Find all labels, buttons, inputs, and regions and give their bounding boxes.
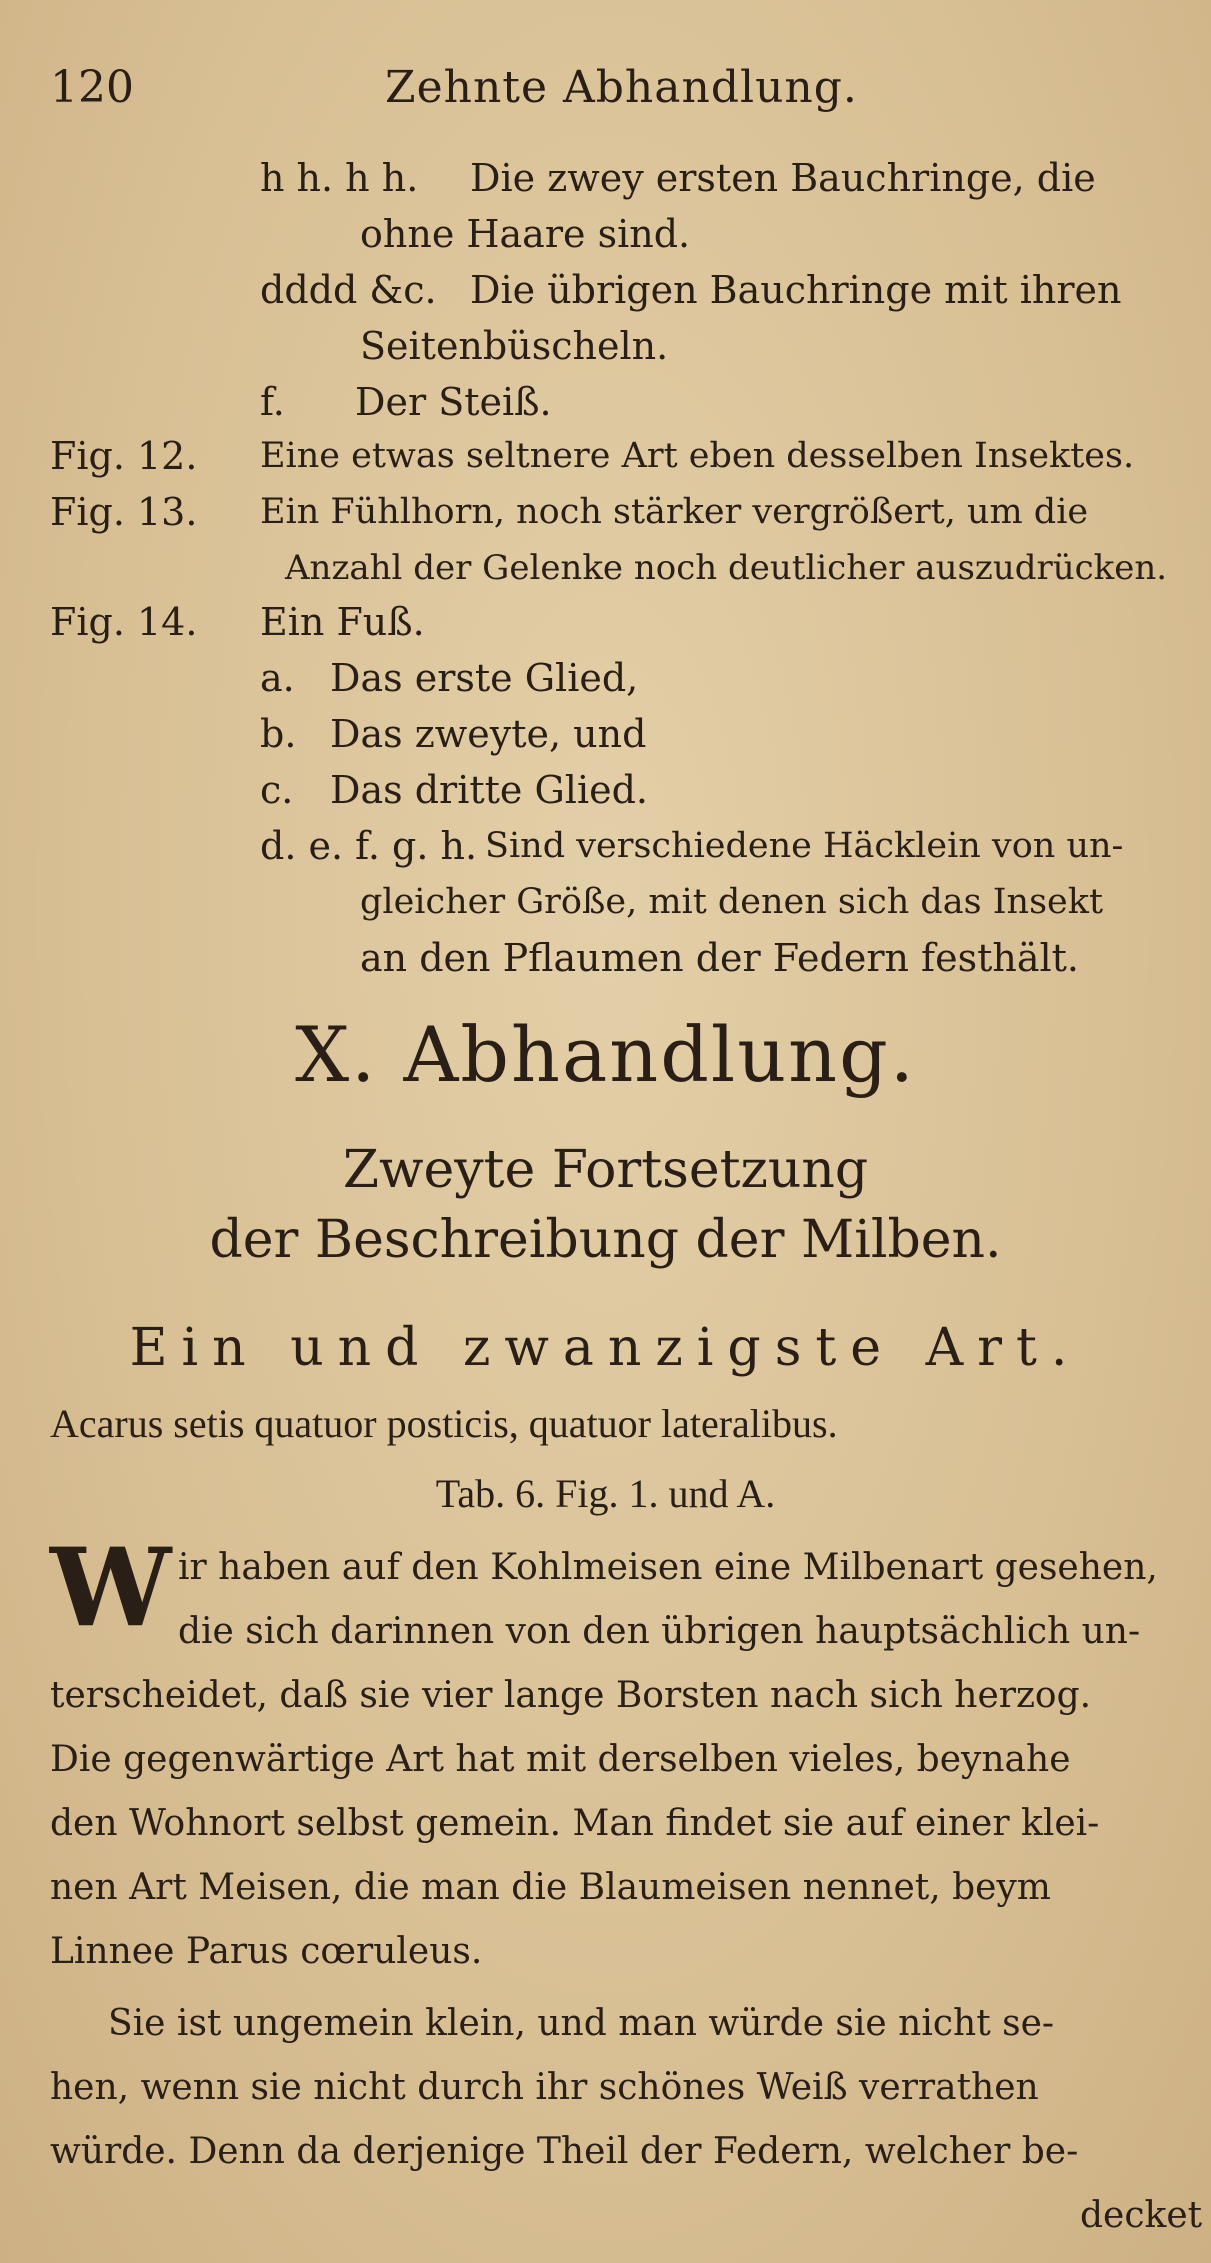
legend-text: Die zwey ersten Bauchringe, die xyxy=(470,156,1096,200)
running-title: Zehnte Abhandlung. xyxy=(385,62,858,113)
legend-text: Ein Fühlhorn, noch stärker vergrößert, um die xyxy=(260,492,1089,532)
text-line: den Wohnort selbst gemein. Man findet sie auf einer klei- xyxy=(50,1803,1100,1844)
species-title: Ein und zwanzigste Art. xyxy=(129,1318,1082,1378)
legend-text: Eine etwas seltnere Art eben desselben Insektes. xyxy=(260,436,1135,476)
legend-text: Sind verschiedene Häcklein von un- xyxy=(485,826,1124,866)
chapter-subheading: Zweyte Fortsetzung xyxy=(342,1140,869,1200)
text-line: Linnee Parus cœruleus. xyxy=(50,1931,483,1972)
drop-cap: W xyxy=(50,1525,172,1651)
legend-label: b. xyxy=(260,712,297,756)
text-line: würde. Denn da derjenige Theil der Federn, welcher be- xyxy=(50,2131,1079,2172)
chapter-heading: X. Abhandlung. xyxy=(295,1010,916,1099)
text-line: terscheidet, daß sie vier lange Borsten nach sich herzog. xyxy=(50,1675,1092,1716)
legend-label: f. xyxy=(260,380,285,424)
legend-label: a. xyxy=(260,656,295,700)
legend-text: Das dritte Glied. xyxy=(330,768,649,812)
page-number: 120 xyxy=(50,62,134,113)
legend-text: Das zweyte, und xyxy=(330,712,647,756)
plate-reference: Tab. 6. Fig. 1. und A. xyxy=(435,1471,776,1516)
text-line: ir haben auf den Kohlmeisen eine Milbenart gesehen, xyxy=(178,1547,1158,1588)
legend-text: ohne Haare sind. xyxy=(360,212,691,256)
latin-name: Acarus setis quatuor posticis, quatuor lateralibus. xyxy=(50,1401,838,1446)
legend-text: Der Steiß. xyxy=(355,380,552,424)
legend-text: Anzahl der Gelenke noch deutlicher auszudrücken. xyxy=(285,548,1168,588)
legend-text: an den Pflaumen der Federn festhält. xyxy=(360,936,1080,980)
legend-label: Fig. 14. xyxy=(50,600,198,644)
chapter-subheading: der Beschreibung der Milben. xyxy=(209,1210,1002,1270)
text-line: Sie ist ungemein klein, und man würde sie nicht se- xyxy=(108,2003,1055,2044)
catchword: decket xyxy=(1080,2195,1203,2236)
legend-label: c. xyxy=(260,768,294,812)
legend-text: Seitenbüscheln. xyxy=(360,324,669,368)
legend-label: d. e. f. g. h. xyxy=(260,824,478,868)
legend-label: Fig. 12. xyxy=(50,434,198,478)
text-line: nen Art Meisen, die man die Blaumeisen nennet, beym xyxy=(50,1867,1051,1908)
legend-label: Fig. 13. xyxy=(50,490,198,534)
text-line: Die gegenwärtige Art hat mit derselben vieles, beynahe xyxy=(50,1739,1071,1780)
text-line: die sich darinnen von den übrigen hauptsächlich un- xyxy=(178,1611,1141,1652)
text-line: hen, wenn sie nicht durch ihr schönes Weiß verrathen xyxy=(50,2067,1039,2108)
legend-label: h h. h h. xyxy=(260,156,419,200)
legend-text: Das erste Glied, xyxy=(330,656,639,700)
legend-text: Die übrigen Bauchringe mit ihren xyxy=(470,268,1122,312)
legend-text: gleicher Größe, mit denen sich das Insekt xyxy=(360,882,1104,922)
legend-text: Ein Fuß. xyxy=(260,600,425,644)
legend-label: dddd &c. xyxy=(260,268,437,312)
